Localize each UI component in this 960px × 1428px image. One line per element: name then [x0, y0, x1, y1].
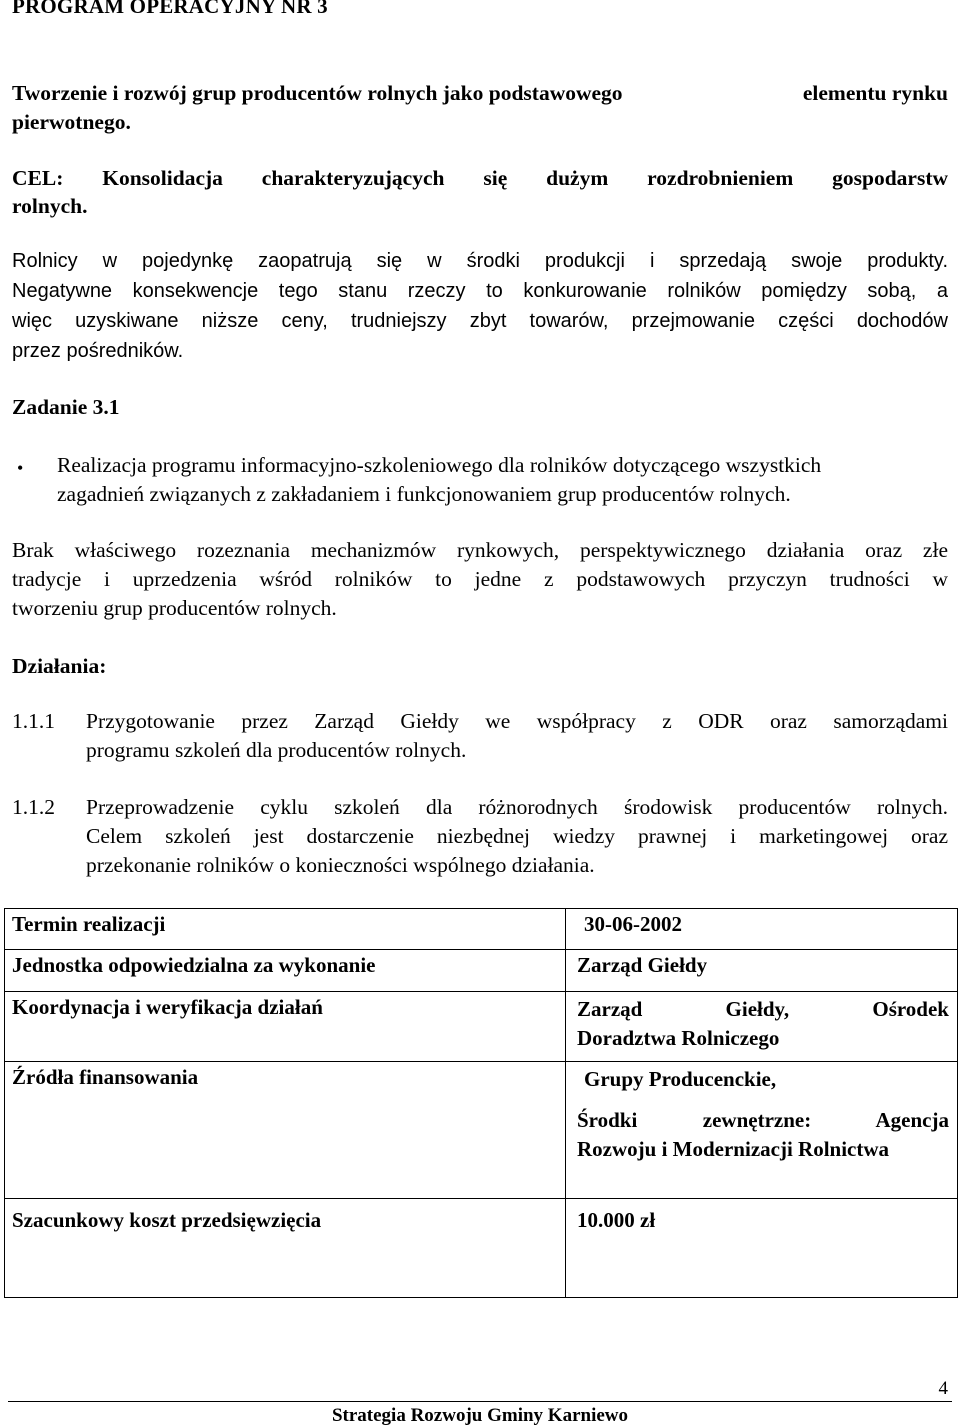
table-row	[5, 992, 958, 1062]
coord-label: Koordynacja i weryfikacja działań	[12, 995, 323, 1019]
funding-label-cell	[5, 1062, 566, 1199]
cost-label: Szacunkowy koszt przedsięwzięcia	[12, 1208, 322, 1232]
funding-value-cell	[566, 1062, 958, 1199]
info-table	[4, 908, 958, 1298]
table-row	[5, 909, 958, 950]
unit-label-cell	[5, 950, 566, 992]
unit-value-cell	[566, 950, 958, 992]
bullet-marker: •	[17, 458, 24, 478]
cost-value-cell	[566, 1199, 958, 1298]
intro-line-1: Rolnicy w pojedynkę zaopatrują się w środki produkcji i sprzedają swoje produkty.	[12, 250, 948, 272]
barriers-line-3: tworzeniu grup producentów rolnych.	[12, 596, 337, 620]
footer-divider	[8, 1401, 952, 1402]
funding-label: Źródła finansowania	[12, 1065, 199, 1089]
action-1-line-1: Przygotowanie przez Zarząd Giełdy we współpracy z ODR oraz samorządami	[86, 709, 948, 733]
actions-heading: Działania:	[12, 654, 107, 678]
page-number: 4	[938, 1378, 948, 1399]
action-2-line-1: Przeprowadzenie cyklu szkoleń dla różnorodnych środowisk producentów rolnych.	[86, 795, 948, 819]
coord-value-cell	[566, 992, 958, 1062]
goal-line-1: CEL: Konsolidacja charakteryzujących się dużym rozdrobnieniem gospodarstw	[12, 166, 948, 190]
title-line-1-left: Tworzenie i rozwój grup producentów rolnych jako podstawowego	[12, 81, 623, 105]
term-label: Termin realizacji	[12, 912, 166, 936]
action-2-line-2: Celem szkoleń jest dostarczenie niezbędnej wiedzy prawnej i marketingowej oraz	[86, 824, 948, 848]
bullet-line-2: zagadnień związanych z zakładaniem i funkcjonowaniem grup producentów rolnych.	[57, 482, 791, 506]
term-value: 30-06-2002	[584, 912, 682, 936]
barriers-line-2: tradycje i uprzedzenia wśród rolników to jedne z podstawowych przyczyn trudności w	[12, 567, 948, 591]
table-row	[5, 1199, 958, 1298]
funding-value-2-line-2: Rozwoju i Modernizacji Rolnictwa	[577, 1137, 890, 1161]
intro-line-4: przez pośredników.	[12, 340, 184, 362]
action-1-line-2: programu szkoleń dla producentów rolnych.	[86, 738, 467, 762]
term-value-cell	[566, 909, 958, 950]
task-heading: Zadanie 3.1	[12, 395, 120, 419]
unit-label: Jednostka odpowiedzialna za wykonanie	[12, 953, 376, 977]
table-row	[5, 950, 958, 992]
cost-value: 10.000 zł	[577, 1208, 656, 1232]
unit-value: Zarząd Giełdy	[577, 953, 708, 977]
title-line-1-right: elementu rynku	[802, 81, 948, 105]
title-line-2: pierwotnego.	[12, 110, 131, 134]
action-1-number: 1.1.1	[12, 709, 55, 733]
coord-label-cell	[5, 992, 566, 1062]
coord-value-line-1: Zarząd Giełdy, Ośrodek	[577, 997, 949, 1021]
funding-value-1: Grupy Producenckie,	[584, 1067, 777, 1091]
intro-line-2: Negatywne konsekwencje tego stanu rzeczy to konkurowanie rolników pomiędzy sobą, a	[12, 280, 948, 302]
program-header: PROGRAM OPERACYJNY NR 3	[12, 0, 328, 18]
cost-label-cell	[5, 1199, 566, 1298]
intro-line-3: więc uzyskiwane niższe ceny, trudniejszy zbyt towarów, przejmowanie części dochodów	[12, 310, 948, 332]
footer-title: Strategia Rozwoju Gminy Karniewo	[331, 1405, 629, 1426]
barriers-line-1: Brak właściwego rozeznania mechanizmów rynkowych, perspektywicznego działania oraz złe	[12, 538, 948, 562]
goal-line-2: rolnych.	[12, 194, 88, 218]
term-label-cell	[5, 909, 566, 950]
action-2-number: 1.1.2	[12, 795, 55, 819]
funding-value-2-line-1: Środki zewnętrzne: Agencja	[577, 1108, 949, 1132]
coord-value-line-2: Doradztwa Rolniczego	[577, 1026, 780, 1050]
table-row	[5, 1062, 958, 1199]
bullet-line-1: Realizacja programu informacyjno-szkoleniowego dla rolników dotyczącego wszystkich	[57, 453, 822, 477]
action-2-line-3: przekonanie rolników o konieczności wspólnego działania.	[86, 853, 595, 877]
